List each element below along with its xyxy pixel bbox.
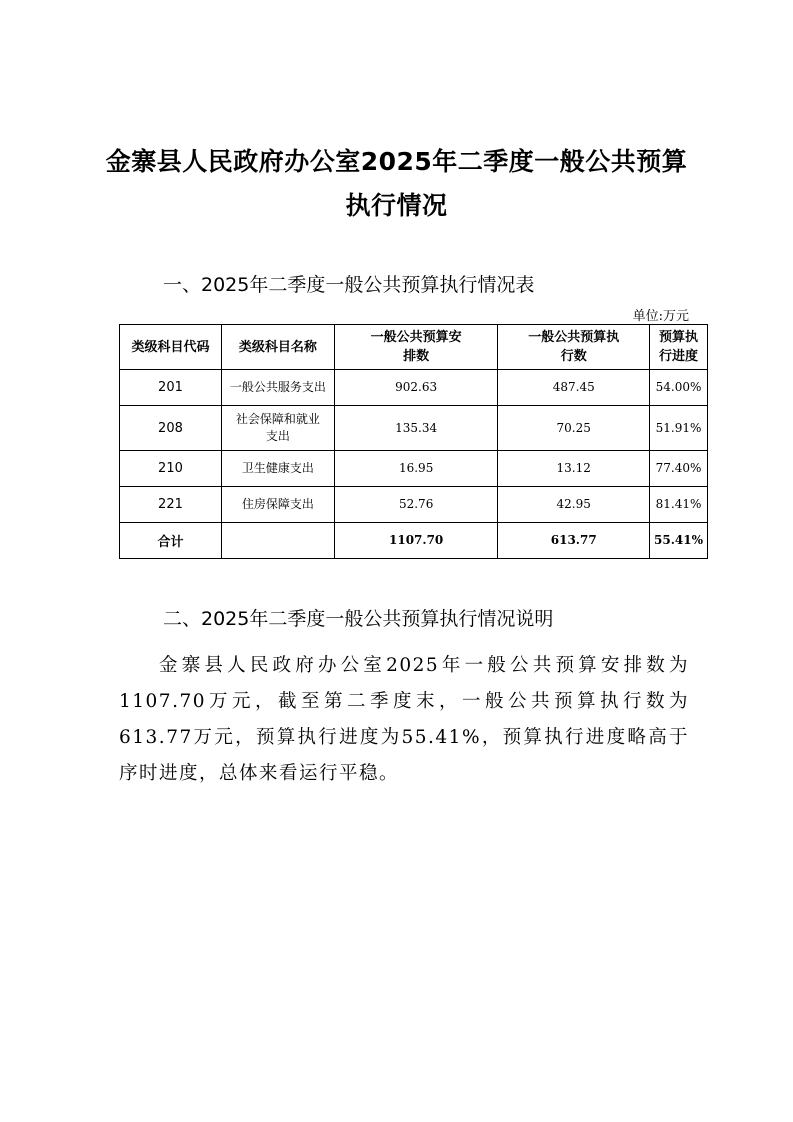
table-row	[120, 370, 708, 406]
cell-budget: 52.76	[334, 487, 498, 523]
section-1-heading: 一、2025年二季度一般公共预算执行情况表	[163, 274, 535, 296]
cell-progress: 54.00%	[650, 370, 708, 406]
cell-executed: 70.25	[498, 406, 650, 451]
cell-total-executed: 613.77	[498, 523, 650, 559]
cell-progress: 81.41%	[650, 487, 708, 523]
table-row	[120, 487, 708, 523]
cell-executed: 13.12	[498, 451, 650, 487]
header-budget: 一般公共预算安排数	[334, 325, 498, 370]
budget-table	[119, 324, 708, 559]
cell-name: 一般公共服务支出	[221, 370, 334, 406]
cell-code: 208	[120, 406, 222, 451]
cell-executed: 487.45	[498, 370, 650, 406]
cell-total-name	[221, 523, 334, 559]
header-executed: 一般公共预算执行数	[498, 325, 650, 370]
title-line-2: 执行情况	[345, 191, 448, 220]
cell-executed: 42.95	[498, 487, 650, 523]
unit-label: 单位:万元	[632, 309, 689, 324]
header-progress: 预算执行进度	[650, 325, 708, 370]
explanation-paragraph: 金寨县人民政府办公室2025年一般公共预算安排数为1107.70万元，截至第二季度末，一般公共预算执行数为613.77万元，预算执行进度为55.41%，预算执行进度略高于序时进度，总体来看运行平稳。	[119, 655, 689, 784]
cell-total-label: 合计	[120, 523, 222, 559]
cell-total-budget: 1107.70	[334, 523, 498, 559]
table-header-row	[120, 325, 708, 370]
cell-name: 住房保障支出	[221, 487, 334, 523]
table-row	[120, 451, 708, 487]
cell-name: 社会保障和就业支出	[221, 406, 334, 451]
cell-code: 201	[120, 370, 222, 406]
cell-budget: 135.34	[334, 406, 498, 451]
header-name: 类级科目名称	[221, 325, 334, 370]
cell-code: 210	[120, 451, 222, 487]
title-line-1: 金寨县人民政府办公室2025年二季度一般公共预算	[105, 147, 688, 176]
cell-name: 卫生健康支出	[221, 451, 334, 487]
table-row	[120, 406, 708, 451]
document-title	[100, 140, 693, 228]
table-total-row	[120, 523, 708, 559]
cell-code: 221	[120, 487, 222, 523]
section-2-heading: 二、2025年二季度一般公共预算执行情况说明	[163, 608, 554, 630]
cell-total-progress: 55.41%	[650, 523, 708, 559]
cell-budget: 16.95	[334, 451, 498, 487]
cell-progress: 77.40%	[650, 451, 708, 487]
cell-progress: 51.91%	[650, 406, 708, 451]
header-code: 类级科目代码	[120, 325, 222, 370]
cell-budget: 902.63	[334, 370, 498, 406]
